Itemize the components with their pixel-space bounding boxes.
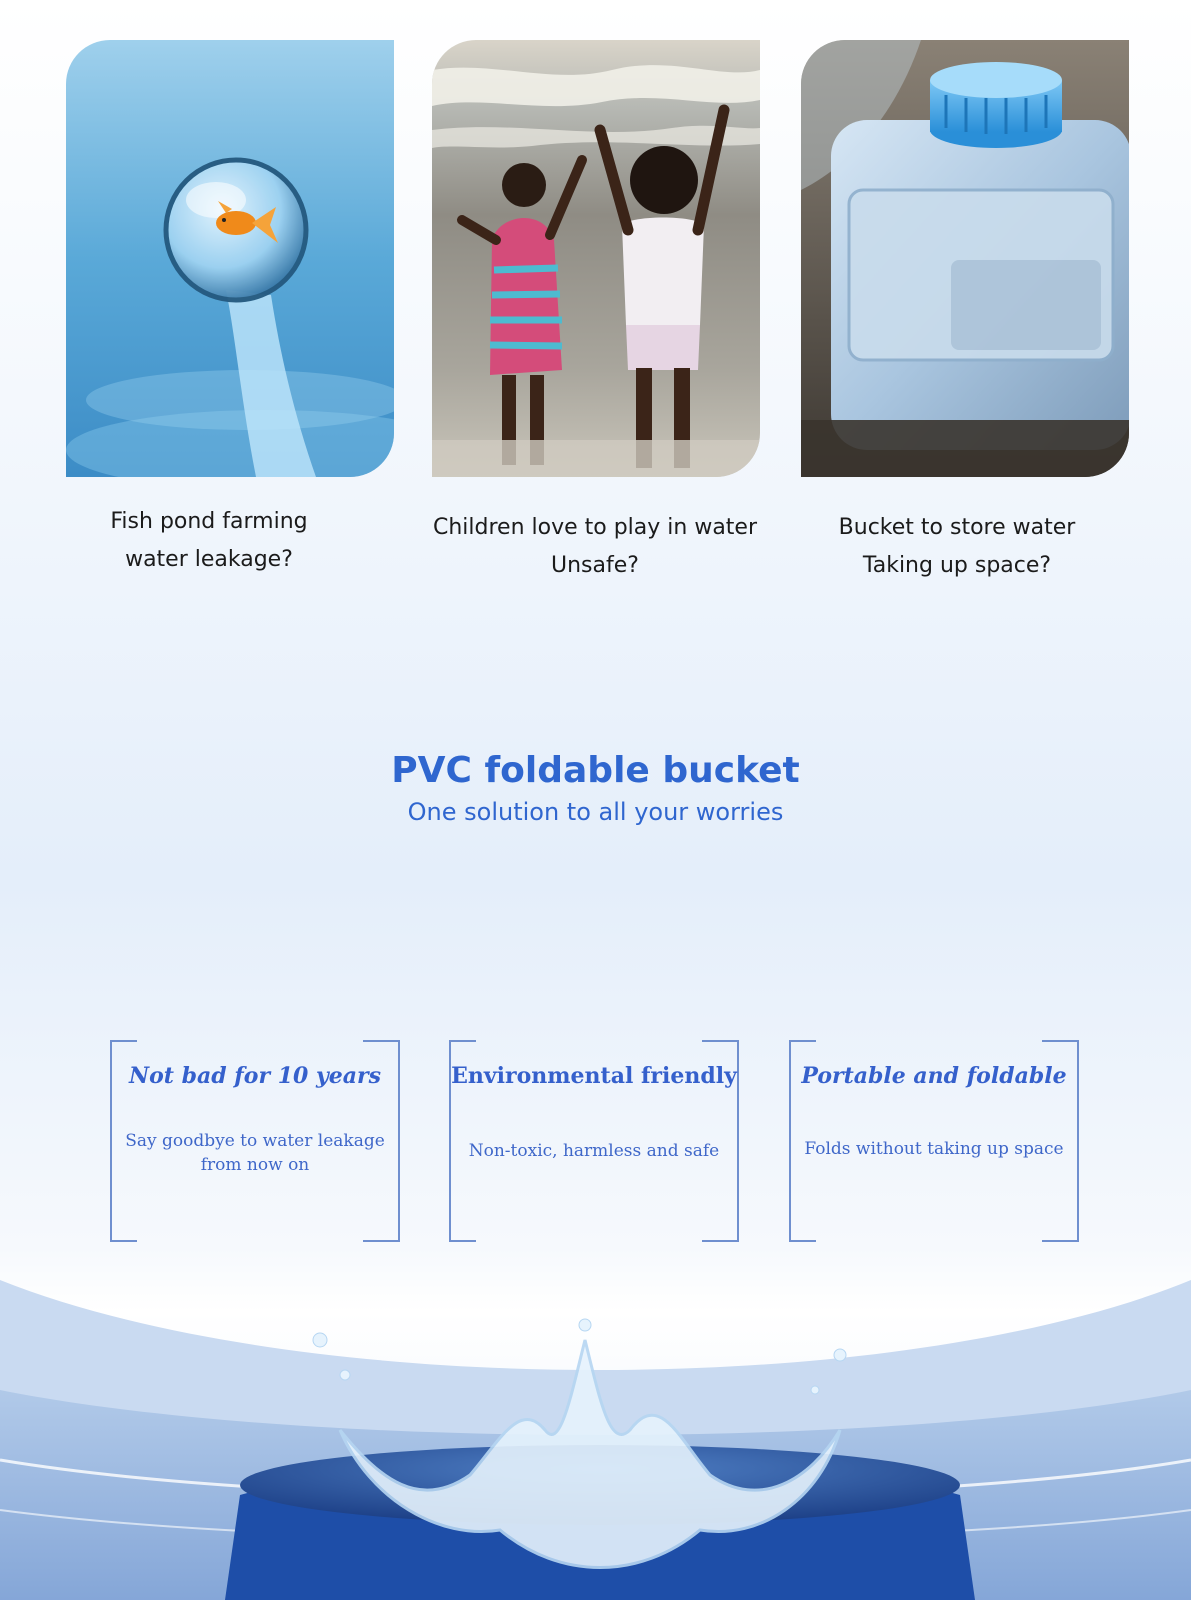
feature-box-eco-friendly: [448, 1039, 740, 1243]
feature-title: Environmental friendly: [451, 1063, 737, 1089]
feature-box-durability: [109, 1039, 401, 1243]
water-jug-photo: [801, 40, 1129, 477]
product-headline: [0, 748, 1191, 830]
feature-title: Not bad for 10 years: [129, 1063, 381, 1089]
feature-title: Portable and foldable: [801, 1063, 1067, 1089]
feature-box-portable: [788, 1039, 1080, 1243]
water-splash-bucket-illustration: [0, 1280, 1191, 1600]
feature-description: Non-toxic, harmless and safe: [468, 1141, 720, 1161]
problem-caption-line2: Taking up space?: [862, 553, 1052, 578]
product-subtitle: One solution to all your worries: [407, 798, 784, 826]
problem-caption-line2: water leakage?: [125, 547, 293, 572]
problem-caption-line1: Children love to play in water: [432, 515, 758, 540]
problem-caption-bucket: [777, 509, 1137, 585]
problem-caption-line1: Fish pond farming: [110, 509, 308, 534]
problem-caption-children: [415, 509, 775, 585]
children-beach-photo: [432, 40, 760, 477]
problem-caption-fish-pond: [29, 503, 389, 579]
feature-description: Say goodbye to water leakage from now on: [125, 1131, 385, 1175]
feature-description: Folds without taking up space: [804, 1139, 1064, 1159]
goldfish-water-drop-photo: [66, 40, 394, 477]
problem-caption-line1: Bucket to store water: [838, 515, 1076, 540]
problem-caption-line2: Unsafe?: [551, 553, 639, 578]
product-title: PVC foldable bucket: [391, 750, 800, 791]
